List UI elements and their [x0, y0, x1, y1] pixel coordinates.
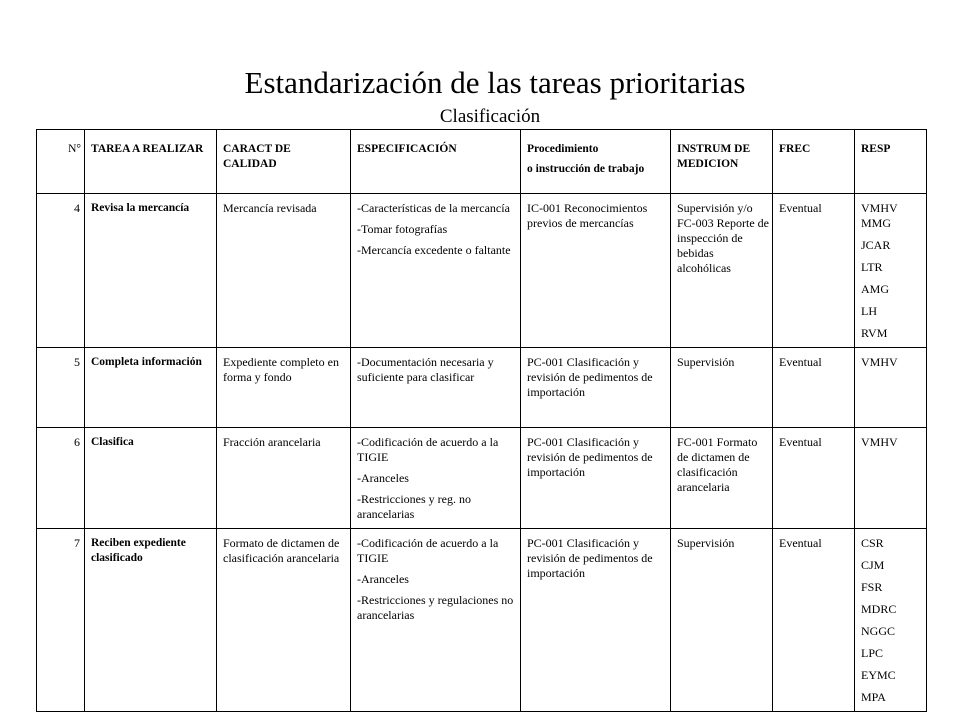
cell-responsible — [855, 428, 927, 529]
cell-responsible-line: LPC — [861, 646, 884, 660]
cell-specification-line: -Documentación necesaria y suficiente para clasificar — [357, 355, 494, 384]
cell-procedure: PC-001 Clasificación y revisión de pedimentos de importación — [521, 428, 671, 529]
cell-responsible-line: MDRC — [861, 602, 897, 616]
cell-specification-line: -Aranceles — [357, 471, 409, 485]
cell-task: Reciben expediente clasificado — [85, 529, 217, 712]
header-text: CARACT DE CALIDAD — [223, 143, 291, 170]
cell-quality: Mercancía revisada — [217, 194, 351, 348]
cell-instrument: Supervisión y/o FC-003 Reporte de inspección de bebidas alcohólicas — [671, 194, 773, 348]
header-text: ESPECIFICACIÓN — [357, 143, 457, 155]
cell-task: Revisa la mercancía — [85, 194, 217, 348]
cell-responsible-line: RVM — [861, 326, 888, 340]
cell-responsible-line: EYMC — [861, 668, 896, 682]
header-text: o instrucción de trabajo — [527, 163, 645, 175]
cell-number: 4 — [37, 194, 85, 348]
header-task — [85, 130, 217, 194]
cell-responsible — [855, 348, 927, 428]
cell-procedure: PC-001 Clasificación y revisión de pedimentos de importación — [521, 529, 671, 712]
cell-responsible-line: FSR — [861, 580, 883, 594]
cell-responsible-line: CSR — [861, 536, 884, 550]
cell-task: Completa información — [85, 348, 217, 428]
header-text: N° — [68, 143, 81, 155]
cell-quality: Fracción arancelaria — [217, 428, 351, 529]
cell-instrument: Supervisión — [671, 529, 773, 712]
cell-specification-line: -Restricciones y reg. no arancelarias — [357, 492, 471, 521]
table-row — [37, 348, 927, 428]
cell-responsible-line: NGGC — [861, 624, 896, 638]
header-number — [37, 130, 85, 194]
header-text: FREC — [779, 143, 811, 155]
table-row — [37, 529, 927, 712]
cell-specification — [351, 194, 521, 348]
page-title: Estandarización de las tareas prioritarias — [244, 65, 746, 100]
cell-responsible-line: LH — [861, 304, 877, 318]
header-text: INSTRUM DE MEDICION — [677, 143, 751, 170]
header-text: Procedimiento — [527, 143, 599, 155]
cell-number: 7 — [37, 529, 85, 712]
cell-procedure: PC-001 Clasificación y revisión de pedimentos de importación — [521, 348, 671, 428]
cell-frequency: Eventual — [773, 529, 855, 712]
header-quality — [217, 130, 351, 194]
cell-responsible-line: JCAR — [861, 238, 891, 252]
cell-specification-line: -Codificación de acuerdo a la TIGIE — [357, 536, 499, 565]
cell-responsible-line: LTR — [861, 260, 883, 274]
cell-procedure: IC-001 Reconocimientos previos de mercancías — [521, 194, 671, 348]
cell-specification-line: -Aranceles — [357, 572, 409, 586]
cell-responsible-line: AMG — [861, 282, 890, 296]
header-text: RESP — [861, 143, 891, 155]
cell-number: 5 — [37, 348, 85, 428]
cell-instrument: Supervisión — [671, 348, 773, 428]
cell-responsible-line: VMHV MMG — [861, 201, 898, 230]
header-specification — [351, 130, 521, 194]
cell-quality: Formato de dictamen de clasificación arancelaria — [217, 529, 351, 712]
header-responsible — [855, 130, 927, 194]
cell-responsible — [855, 194, 927, 348]
cell-task: Clasifica — [85, 428, 217, 529]
cell-frequency: Eventual — [773, 428, 855, 529]
cell-specification-line: -Mercancía excedente o faltante — [357, 243, 511, 257]
header-instrument — [671, 130, 773, 194]
table-row — [37, 194, 927, 348]
cell-responsible — [855, 529, 927, 712]
header-procedure — [521, 130, 671, 194]
header-text: TAREA A REALIZAR — [91, 143, 204, 155]
cell-number: 6 — [37, 428, 85, 529]
cell-specification — [351, 529, 521, 712]
cell-quality: Expediente completo en forma y fondo — [217, 348, 351, 428]
cell-frequency: Eventual — [773, 194, 855, 348]
cell-specification-line: -Restricciones y regulaciones no arancelarias — [357, 593, 514, 622]
table-row — [37, 428, 927, 529]
tasks-table — [36, 129, 927, 712]
page-subtitle: Clasificación — [439, 106, 541, 127]
cell-responsible-line: VMHV — [861, 435, 898, 449]
cell-responsible-line: CJM — [861, 558, 885, 572]
cell-specification-line: -Tomar fotografías — [357, 222, 448, 236]
cell-specification-line: -Características de la mercancía — [357, 201, 510, 215]
cell-specification-line: -Codificación de acuerdo a la TIGIE — [357, 435, 499, 464]
cell-responsible-line: MPA — [861, 690, 886, 704]
cell-instrument: FC-001 Formato de dictamen de clasificación arancelaria — [671, 428, 773, 529]
header-frequency — [773, 130, 855, 194]
cell-frequency: Eventual — [773, 348, 855, 428]
table-header-row — [37, 130, 927, 194]
cell-specification — [351, 428, 521, 529]
cell-specification — [351, 348, 521, 428]
cell-responsible-line: VMHV — [861, 355, 898, 369]
